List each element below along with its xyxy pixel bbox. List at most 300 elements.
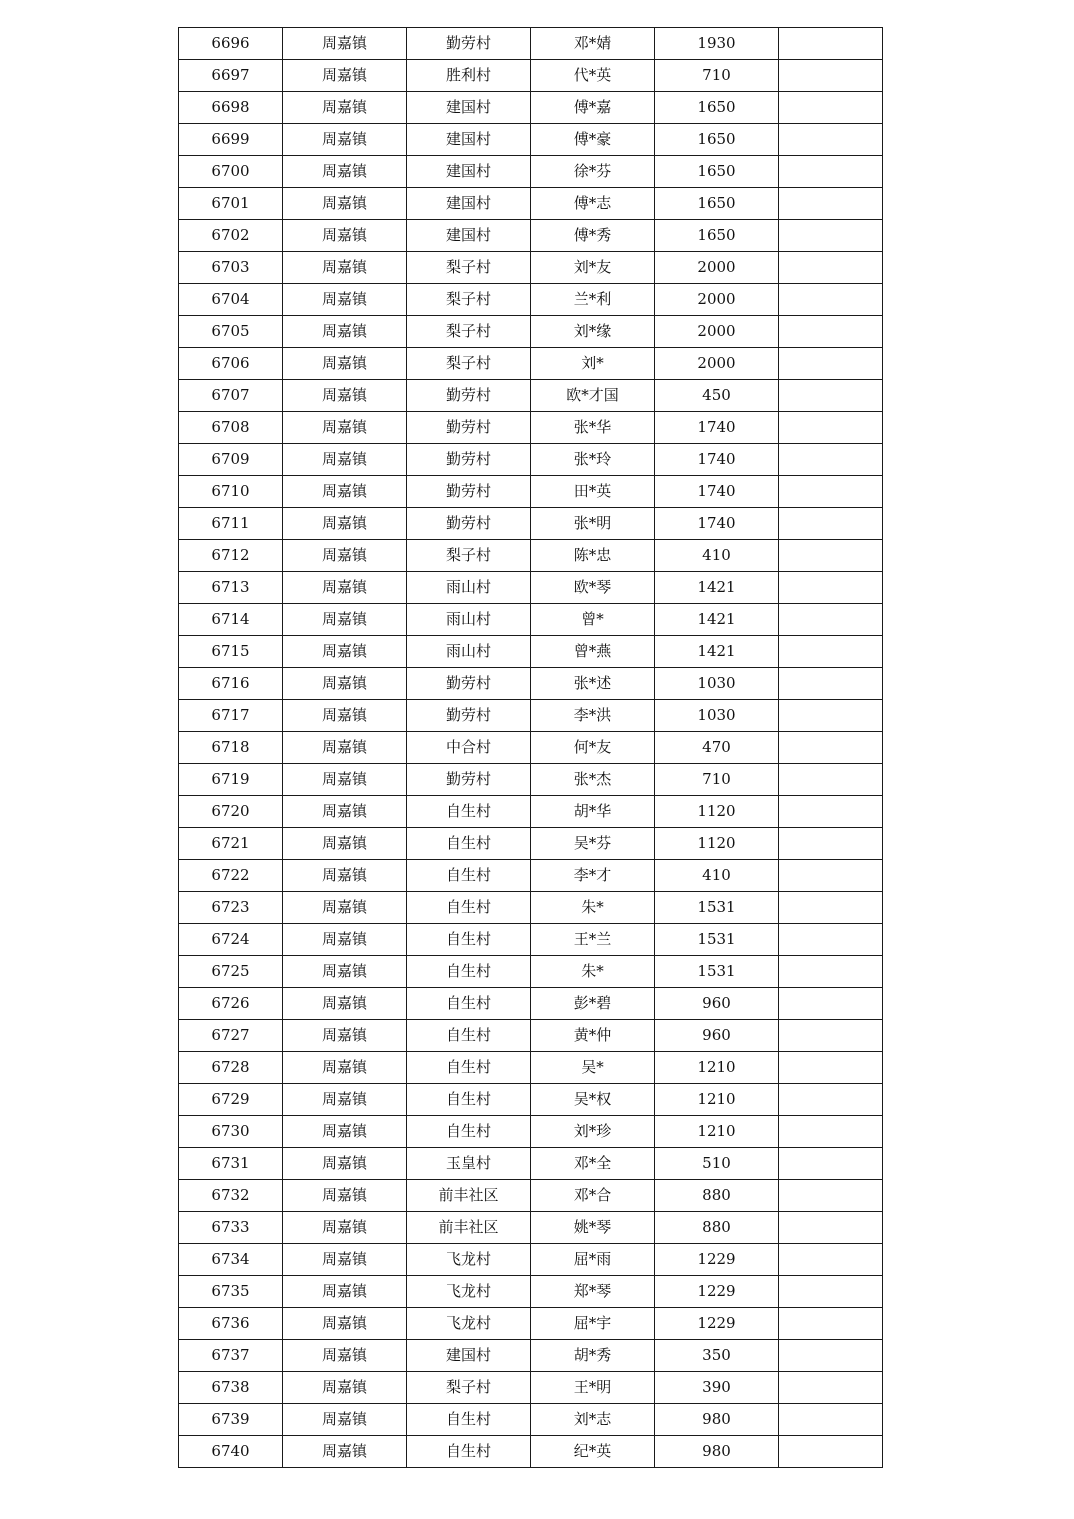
serial-cell: 6737: [179, 1340, 283, 1372]
town-cell: 周嘉镇: [283, 924, 407, 956]
name-cell: 邓*全: [531, 1148, 655, 1180]
town-cell: 周嘉镇: [283, 124, 407, 156]
table-row: [179, 956, 883, 988]
remark-cell: [779, 924, 883, 956]
amount-cell: 1120: [655, 796, 779, 828]
amount-cell: 1421: [655, 572, 779, 604]
village-cell: 建国村: [407, 220, 531, 252]
town-cell: 周嘉镇: [283, 444, 407, 476]
remark-cell: [779, 636, 883, 668]
table-row: [179, 60, 883, 92]
table-row: [179, 316, 883, 348]
village-cell: 胜利村: [407, 60, 531, 92]
village-cell: 建国村: [407, 92, 531, 124]
remark-cell: [779, 476, 883, 508]
table-row: [179, 124, 883, 156]
table-row: [179, 92, 883, 124]
town-cell: 周嘉镇: [283, 732, 407, 764]
remark-cell: [779, 1116, 883, 1148]
serial-cell: 6736: [179, 1308, 283, 1340]
table-row: [179, 1180, 883, 1212]
serial-cell: 6701: [179, 188, 283, 220]
village-cell: 飞龙村: [407, 1244, 531, 1276]
amount-cell: 1421: [655, 636, 779, 668]
amount-cell: 1531: [655, 956, 779, 988]
amount-cell: 1030: [655, 668, 779, 700]
name-cell: 李*才: [531, 860, 655, 892]
town-cell: 周嘉镇: [283, 188, 407, 220]
village-cell: 勤劳村: [407, 764, 531, 796]
remark-cell: [779, 412, 883, 444]
serial-cell: 6723: [179, 892, 283, 924]
table-row: [179, 380, 883, 412]
table-row: [179, 188, 883, 220]
table-row: [179, 828, 883, 860]
remark-cell: [779, 700, 883, 732]
town-cell: 周嘉镇: [283, 572, 407, 604]
serial-cell: 6718: [179, 732, 283, 764]
amount-cell: 1740: [655, 444, 779, 476]
village-cell: 勤劳村: [407, 508, 531, 540]
town-cell: 周嘉镇: [283, 828, 407, 860]
serial-cell: 6717: [179, 700, 283, 732]
name-cell: 屈*雨: [531, 1244, 655, 1276]
remark-cell: [779, 316, 883, 348]
serial-cell: 6725: [179, 956, 283, 988]
serial-cell: 6738: [179, 1372, 283, 1404]
town-cell: 周嘉镇: [283, 1340, 407, 1372]
name-cell: 何*友: [531, 732, 655, 764]
serial-cell: 6712: [179, 540, 283, 572]
serial-cell: 6710: [179, 476, 283, 508]
remark-cell: [779, 732, 883, 764]
village-cell: 自生村: [407, 1436, 531, 1468]
village-cell: 建国村: [407, 1340, 531, 1372]
table-row: [179, 924, 883, 956]
remark-cell: [779, 1052, 883, 1084]
remark-cell: [779, 508, 883, 540]
village-cell: 勤劳村: [407, 476, 531, 508]
serial-cell: 6714: [179, 604, 283, 636]
table-row: [179, 1212, 883, 1244]
table-row: [179, 636, 883, 668]
village-cell: 前丰社区: [407, 1180, 531, 1212]
remark-cell: [779, 380, 883, 412]
remark-cell: [779, 252, 883, 284]
remark-cell: [779, 540, 883, 572]
remark-cell: [779, 188, 883, 220]
amount-cell: 880: [655, 1212, 779, 1244]
serial-cell: 6696: [179, 28, 283, 60]
remark-cell: [779, 124, 883, 156]
village-cell: 建国村: [407, 188, 531, 220]
remark-cell: [779, 572, 883, 604]
name-cell: 王*兰: [531, 924, 655, 956]
name-cell: 吴*芬: [531, 828, 655, 860]
village-cell: 勤劳村: [407, 380, 531, 412]
name-cell: 朱*: [531, 892, 655, 924]
remark-cell: [779, 668, 883, 700]
remark-cell: [779, 1340, 883, 1372]
name-cell: 纪*英: [531, 1436, 655, 1468]
amount-cell: 2000: [655, 284, 779, 316]
remark-cell: [779, 604, 883, 636]
table-row: [179, 860, 883, 892]
amount-cell: 960: [655, 1020, 779, 1052]
data-table: [178, 27, 883, 1468]
amount-cell: 1930: [655, 28, 779, 60]
amount-cell: 710: [655, 764, 779, 796]
town-cell: 周嘉镇: [283, 892, 407, 924]
town-cell: 周嘉镇: [283, 1212, 407, 1244]
table-row: [179, 412, 883, 444]
town-cell: 周嘉镇: [283, 92, 407, 124]
name-cell: 胡*秀: [531, 1340, 655, 1372]
name-cell: 欧*琴: [531, 572, 655, 604]
table-row: [179, 1052, 883, 1084]
amount-cell: 1740: [655, 508, 779, 540]
town-cell: 周嘉镇: [283, 316, 407, 348]
village-cell: 自生村: [407, 988, 531, 1020]
remark-cell: [779, 892, 883, 924]
remark-cell: [779, 1020, 883, 1052]
serial-cell: 6726: [179, 988, 283, 1020]
serial-cell: 6702: [179, 220, 283, 252]
name-cell: 邓*合: [531, 1180, 655, 1212]
amount-cell: 710: [655, 60, 779, 92]
amount-cell: 1210: [655, 1116, 779, 1148]
town-cell: 周嘉镇: [283, 540, 407, 572]
table-row: [179, 476, 883, 508]
serial-cell: 6697: [179, 60, 283, 92]
name-cell: 朱*: [531, 956, 655, 988]
village-cell: 梨子村: [407, 1372, 531, 1404]
amount-cell: 960: [655, 988, 779, 1020]
table-row: [179, 796, 883, 828]
serial-cell: 6698: [179, 92, 283, 124]
table-row: [179, 156, 883, 188]
remark-cell: [779, 1276, 883, 1308]
village-cell: 飞龙村: [407, 1276, 531, 1308]
name-cell: 陈*忠: [531, 540, 655, 572]
village-cell: 勤劳村: [407, 28, 531, 60]
town-cell: 周嘉镇: [283, 668, 407, 700]
remark-cell: [779, 220, 883, 252]
amount-cell: 2000: [655, 252, 779, 284]
remark-cell: [779, 1404, 883, 1436]
town-cell: 周嘉镇: [283, 60, 407, 92]
amount-cell: 1229: [655, 1308, 779, 1340]
remark-cell: [779, 28, 883, 60]
serial-cell: 6713: [179, 572, 283, 604]
village-cell: 梨子村: [407, 316, 531, 348]
amount-cell: 350: [655, 1340, 779, 1372]
serial-cell: 6715: [179, 636, 283, 668]
name-cell: 吴*权: [531, 1084, 655, 1116]
amount-cell: 1210: [655, 1052, 779, 1084]
village-cell: 自生村: [407, 956, 531, 988]
serial-cell: 6733: [179, 1212, 283, 1244]
table-row: [179, 1244, 883, 1276]
town-cell: 周嘉镇: [283, 1436, 407, 1468]
remark-cell: [779, 1212, 883, 1244]
amount-cell: 2000: [655, 316, 779, 348]
serial-cell: 6728: [179, 1052, 283, 1084]
village-cell: 自生村: [407, 860, 531, 892]
village-cell: 雨山村: [407, 572, 531, 604]
amount-cell: 1229: [655, 1276, 779, 1308]
serial-cell: 6729: [179, 1084, 283, 1116]
village-cell: 自生村: [407, 828, 531, 860]
name-cell: 傅*秀: [531, 220, 655, 252]
village-cell: 前丰社区: [407, 1212, 531, 1244]
table-row: [179, 508, 883, 540]
name-cell: 张*杰: [531, 764, 655, 796]
amount-cell: 1650: [655, 92, 779, 124]
serial-cell: 6732: [179, 1180, 283, 1212]
remark-cell: [779, 1084, 883, 1116]
village-cell: 自生村: [407, 796, 531, 828]
serial-cell: 6735: [179, 1276, 283, 1308]
table-row: [179, 444, 883, 476]
town-cell: 周嘉镇: [283, 1372, 407, 1404]
name-cell: 刘*缘: [531, 316, 655, 348]
name-cell: 胡*华: [531, 796, 655, 828]
table-row: [179, 1276, 883, 1308]
table-row: [179, 732, 883, 764]
village-cell: 勤劳村: [407, 668, 531, 700]
village-cell: 勤劳村: [407, 700, 531, 732]
name-cell: 兰*利: [531, 284, 655, 316]
table-row: [179, 988, 883, 1020]
remark-cell: [779, 1436, 883, 1468]
table-row: [179, 284, 883, 316]
remark-cell: [779, 1180, 883, 1212]
serial-cell: 6734: [179, 1244, 283, 1276]
serial-cell: 6700: [179, 156, 283, 188]
name-cell: 傅*志: [531, 188, 655, 220]
town-cell: 周嘉镇: [283, 700, 407, 732]
serial-cell: 6716: [179, 668, 283, 700]
village-cell: 雨山村: [407, 604, 531, 636]
serial-cell: 6739: [179, 1404, 283, 1436]
town-cell: 周嘉镇: [283, 28, 407, 60]
amount-cell: 880: [655, 1180, 779, 1212]
name-cell: 田*英: [531, 476, 655, 508]
name-cell: 曾*: [531, 604, 655, 636]
table-row: [179, 28, 883, 60]
serial-cell: 6706: [179, 348, 283, 380]
town-cell: 周嘉镇: [283, 1276, 407, 1308]
town-cell: 周嘉镇: [283, 796, 407, 828]
name-cell: 李*洪: [531, 700, 655, 732]
name-cell: 郑*琴: [531, 1276, 655, 1308]
serial-cell: 6719: [179, 764, 283, 796]
village-cell: 自生村: [407, 924, 531, 956]
name-cell: 刘*志: [531, 1404, 655, 1436]
amount-cell: 390: [655, 1372, 779, 1404]
remark-cell: [779, 444, 883, 476]
name-cell: 张*述: [531, 668, 655, 700]
amount-cell: 410: [655, 860, 779, 892]
town-cell: 周嘉镇: [283, 1084, 407, 1116]
serial-cell: 6708: [179, 412, 283, 444]
table-row: [179, 1372, 883, 1404]
town-cell: 周嘉镇: [283, 252, 407, 284]
village-cell: 梨子村: [407, 284, 531, 316]
name-cell: 姚*琴: [531, 1212, 655, 1244]
serial-cell: 6720: [179, 796, 283, 828]
amount-cell: 450: [655, 380, 779, 412]
amount-cell: 1531: [655, 892, 779, 924]
village-cell: 雨山村: [407, 636, 531, 668]
remark-cell: [779, 956, 883, 988]
village-cell: 自生村: [407, 1084, 531, 1116]
table-row: [179, 1404, 883, 1436]
town-cell: 周嘉镇: [283, 284, 407, 316]
amount-cell: 1120: [655, 828, 779, 860]
table-row: [179, 1308, 883, 1340]
name-cell: 徐*芬: [531, 156, 655, 188]
amount-cell: 2000: [655, 348, 779, 380]
town-cell: 周嘉镇: [283, 636, 407, 668]
amount-cell: 410: [655, 540, 779, 572]
serial-cell: 6705: [179, 316, 283, 348]
serial-cell: 6703: [179, 252, 283, 284]
name-cell: 刘*友: [531, 252, 655, 284]
name-cell: 张*华: [531, 412, 655, 444]
village-cell: 自生村: [407, 892, 531, 924]
town-cell: 周嘉镇: [283, 1116, 407, 1148]
table-row: [179, 700, 883, 732]
name-cell: 邓*婧: [531, 28, 655, 60]
name-cell: 傅*嘉: [531, 92, 655, 124]
serial-cell: 6699: [179, 124, 283, 156]
table-row: [179, 892, 883, 924]
village-cell: 自生村: [407, 1116, 531, 1148]
town-cell: 周嘉镇: [283, 1404, 407, 1436]
town-cell: 周嘉镇: [283, 860, 407, 892]
amount-cell: 980: [655, 1404, 779, 1436]
amount-cell: 1740: [655, 412, 779, 444]
table-body: [179, 28, 883, 1468]
town-cell: 周嘉镇: [283, 476, 407, 508]
serial-cell: 6724: [179, 924, 283, 956]
table-row: [179, 668, 883, 700]
serial-cell: 6707: [179, 380, 283, 412]
village-cell: 中合村: [407, 732, 531, 764]
amount-cell: 1210: [655, 1084, 779, 1116]
town-cell: 周嘉镇: [283, 764, 407, 796]
name-cell: 彭*碧: [531, 988, 655, 1020]
town-cell: 周嘉镇: [283, 956, 407, 988]
name-cell: 屈*宇: [531, 1308, 655, 1340]
town-cell: 周嘉镇: [283, 1148, 407, 1180]
town-cell: 周嘉镇: [283, 156, 407, 188]
table-row: [179, 1436, 883, 1468]
amount-cell: 1650: [655, 156, 779, 188]
name-cell: 刘*珍: [531, 1116, 655, 1148]
serial-cell: 6740: [179, 1436, 283, 1468]
amount-cell: 1531: [655, 924, 779, 956]
village-cell: 勤劳村: [407, 412, 531, 444]
remark-cell: [779, 1372, 883, 1404]
name-cell: 欧*才国: [531, 380, 655, 412]
table-row: [179, 252, 883, 284]
table-row: [179, 348, 883, 380]
table-row: [179, 1084, 883, 1116]
serial-cell: 6727: [179, 1020, 283, 1052]
remark-cell: [779, 92, 883, 124]
serial-cell: 6730: [179, 1116, 283, 1148]
remark-cell: [779, 348, 883, 380]
amount-cell: 1030: [655, 700, 779, 732]
table-row: [179, 1116, 883, 1148]
remark-cell: [779, 1244, 883, 1276]
remark-cell: [779, 1308, 883, 1340]
village-cell: 自生村: [407, 1020, 531, 1052]
remark-cell: [779, 988, 883, 1020]
serial-cell: 6722: [179, 860, 283, 892]
town-cell: 周嘉镇: [283, 1052, 407, 1084]
town-cell: 周嘉镇: [283, 220, 407, 252]
town-cell: 周嘉镇: [283, 1180, 407, 1212]
serial-cell: 6704: [179, 284, 283, 316]
remark-cell: [779, 860, 883, 892]
name-cell: 代*英: [531, 60, 655, 92]
serial-cell: 6709: [179, 444, 283, 476]
amount-cell: 980: [655, 1436, 779, 1468]
town-cell: 周嘉镇: [283, 508, 407, 540]
town-cell: 周嘉镇: [283, 1308, 407, 1340]
table-row: [179, 1020, 883, 1052]
remark-cell: [779, 156, 883, 188]
remark-cell: [779, 764, 883, 796]
amount-cell: 1229: [655, 1244, 779, 1276]
town-cell: 周嘉镇: [283, 380, 407, 412]
remark-cell: [779, 60, 883, 92]
amount-cell: 1421: [655, 604, 779, 636]
name-cell: 王*明: [531, 1372, 655, 1404]
serial-cell: 6711: [179, 508, 283, 540]
table-row: [179, 1340, 883, 1372]
town-cell: 周嘉镇: [283, 412, 407, 444]
remark-cell: [779, 796, 883, 828]
town-cell: 周嘉镇: [283, 1244, 407, 1276]
table-row: [179, 572, 883, 604]
name-cell: 黄*仲: [531, 1020, 655, 1052]
name-cell: 傅*豪: [531, 124, 655, 156]
name-cell: 吴*: [531, 1052, 655, 1084]
amount-cell: 510: [655, 1148, 779, 1180]
town-cell: 周嘉镇: [283, 348, 407, 380]
amount-cell: 1650: [655, 188, 779, 220]
village-cell: 自生村: [407, 1404, 531, 1436]
town-cell: 周嘉镇: [283, 604, 407, 636]
town-cell: 周嘉镇: [283, 988, 407, 1020]
village-cell: 建国村: [407, 124, 531, 156]
table-row: [179, 540, 883, 572]
town-cell: 周嘉镇: [283, 1020, 407, 1052]
table-row: [179, 764, 883, 796]
remark-cell: [779, 284, 883, 316]
remark-cell: [779, 828, 883, 860]
name-cell: 张*明: [531, 508, 655, 540]
village-cell: 飞龙村: [407, 1308, 531, 1340]
table-row: [179, 220, 883, 252]
village-cell: 梨子村: [407, 540, 531, 572]
name-cell: 曾*燕: [531, 636, 655, 668]
